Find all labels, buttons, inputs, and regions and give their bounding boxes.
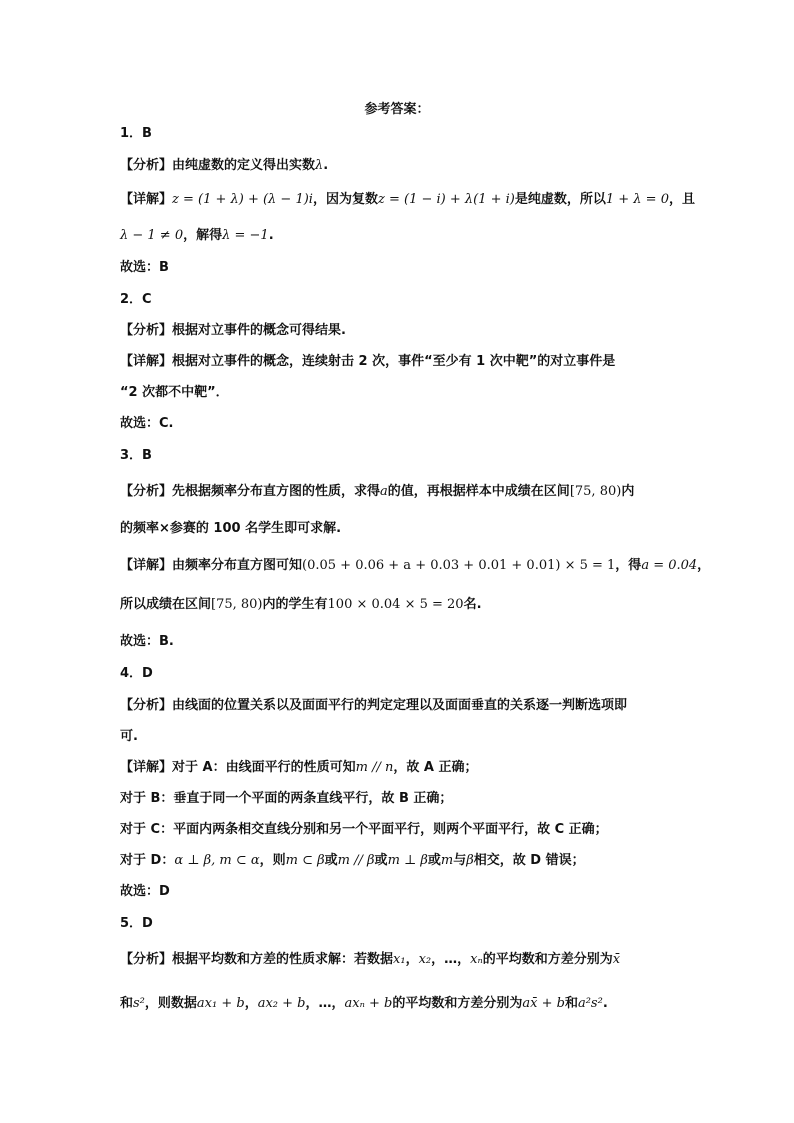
q1-analysis: 【分析】由纯虚数的定义得出实数λ. — [120, 158, 329, 173]
math-expr: x̄ — [612, 952, 621, 967]
detail-text: 根据对立事件的概念，连续射击 2 次，事件“至少有 1 次中靶”的对立事件是 — [172, 354, 616, 369]
math-expr: a — [380, 484, 388, 499]
math-expr: z = (1 − i) + λ(1 + i) — [377, 192, 515, 207]
math-expr: β — [466, 853, 474, 868]
math-expr: m ⊂ β — [285, 853, 325, 868]
math-expr: [75, 80) — [211, 597, 263, 612]
math-expr: x₁ — [393, 952, 406, 967]
analysis-tag: 【分析】 — [120, 484, 173, 499]
q4-analysis-cont: 可. — [120, 729, 138, 744]
math-expr: λ − 1 ≠ 0 — [120, 228, 184, 243]
analysis-text: 由线面的位置关系以及面面平行的判定定理以及面面垂直的关系逐一判断选项即 — [172, 698, 628, 713]
detail-tag: 【详解】 — [120, 558, 173, 573]
detail-tag: 【详解】 — [120, 354, 173, 369]
math-expr: x₂ — [418, 952, 432, 967]
q5-analysis-cont: 和s²，则数据ax₁ + b，ax₂ + b，…，axₙ + b的平均数和方差分别为ax̄ + b和a²s². — [120, 996, 608, 1011]
q2-detail-cont: “2 次都不中靶”． — [120, 385, 229, 400]
q4-detail-d: 对于 D：α ⊥ β, m ⊂ α，则m ⊂ β或m // β或m ⊥ β或m与β相交，故 D 错误； — [120, 853, 585, 868]
math-expr: axₙ + b — [344, 996, 393, 1011]
q5-analysis: 【分析】根据平均数和方差的性质求解：若数据x₁，x₂，…，xₙ的平均数和方差分别为x̄ — [120, 952, 621, 967]
math-expr: ax₂ + b — [257, 996, 306, 1011]
math-expr: a²s² — [577, 996, 603, 1011]
q4-detail-c: 对于 C：平面内两条相交直线分别和另一个平面平行，则两个平面平行，故 C 正确； — [120, 822, 608, 837]
q3-answer: 故选：B. — [120, 634, 174, 649]
math-expr: [75, 80) — [569, 484, 622, 499]
math-expr: xₙ — [470, 952, 483, 967]
q3-number: 3．B — [120, 448, 152, 463]
analysis-tag: 【分析】 — [120, 323, 173, 338]
analysis-tag: 【分析】 — [120, 698, 173, 713]
math-expr: m ⊥ β — [387, 853, 428, 868]
q1-detail: 【详解】z = (1 + λ) + (λ − 1)i，因为复数z = (1 − i) + λ(1 + i)是纯虚数，所以1 + λ = 0，且 — [120, 192, 695, 207]
math-expr: λ = −1 — [222, 228, 269, 243]
math-expr: ax̄ + b — [522, 996, 565, 1011]
math-expr: 100 × 0.04 × 5 = 20 — [327, 597, 464, 612]
math-expr: 1 + λ = 0 — [605, 192, 669, 207]
math-expr: ax₁ + b — [196, 996, 245, 1011]
q4-answer: 故选：D — [120, 884, 170, 899]
detail-tag: 【详解】 — [120, 760, 173, 775]
analysis-tag: 【分析】 — [120, 158, 173, 173]
q4-analysis — [120, 696, 627, 716]
q2-analysis — [120, 321, 346, 341]
q4-number: 4．D — [120, 666, 153, 681]
detail-tag: 【详解】 — [120, 192, 173, 207]
math-expr: m // β — [337, 853, 375, 868]
math-expr: α ⊥ β, m ⊂ α — [174, 853, 260, 868]
analysis-text: 根据对立事件的概念可得结果. — [172, 323, 346, 338]
analysis-tag: 【分析】 — [120, 952, 173, 967]
q4-detail-a: 【详解】对于 A：由线面平行的性质可知m // n，故 A 正确； — [120, 760, 478, 775]
q1-number: 1．B — [120, 126, 152, 141]
q3-detail: 【详解】由频率分布直方图可知(0.05 + 0.06 + a + 0.03 + 0.01 + 0.01) × 5 = 1，得a = 0.04， — [120, 558, 711, 573]
analysis-text: 由纯虚数的定义得出实数 — [172, 158, 316, 173]
math-expr: a = 0.04 — [641, 558, 698, 573]
math-expr: m // n — [355, 760, 394, 775]
q1-detail-cont: λ − 1 ≠ 0，解得λ = −1. — [120, 228, 274, 243]
math-expr: s² — [133, 996, 145, 1011]
math-expr: z = (1 + λ) + (λ − 1)i — [172, 192, 313, 207]
q3-analysis: 【分析】先根据频率分布直方图的性质，求得a的值，再根据样本中成绩在区间[75, 80)内 — [120, 484, 635, 499]
q4-detail-b: 对于 B：垂直于同一个平面的两条直线平行，故 B 正确； — [120, 791, 453, 806]
math-expr: m — [440, 853, 454, 868]
q2-detail — [120, 352, 615, 372]
q5-number: 5．D — [120, 916, 153, 931]
math-expr: λ — [315, 158, 324, 173]
math-expr: (0.05 + 0.06 + a + 0.03 + 0.01 + 0.01) × 5 = 1 — [302, 558, 616, 573]
q2-number: 2．C — [120, 292, 152, 307]
q1-answer: 故选：B — [120, 260, 169, 275]
q3-analysis-cont: 的频率×参赛的 100 名学生即可求解. — [120, 521, 342, 536]
q2-answer: 故选：C. — [120, 416, 174, 431]
answer-key-title: 参考答案： — [364, 102, 430, 117]
q3-detail-cont: 所以成绩在区间[75, 80)内的学生有100 × 0.04 × 5 = 20名. — [120, 597, 482, 612]
